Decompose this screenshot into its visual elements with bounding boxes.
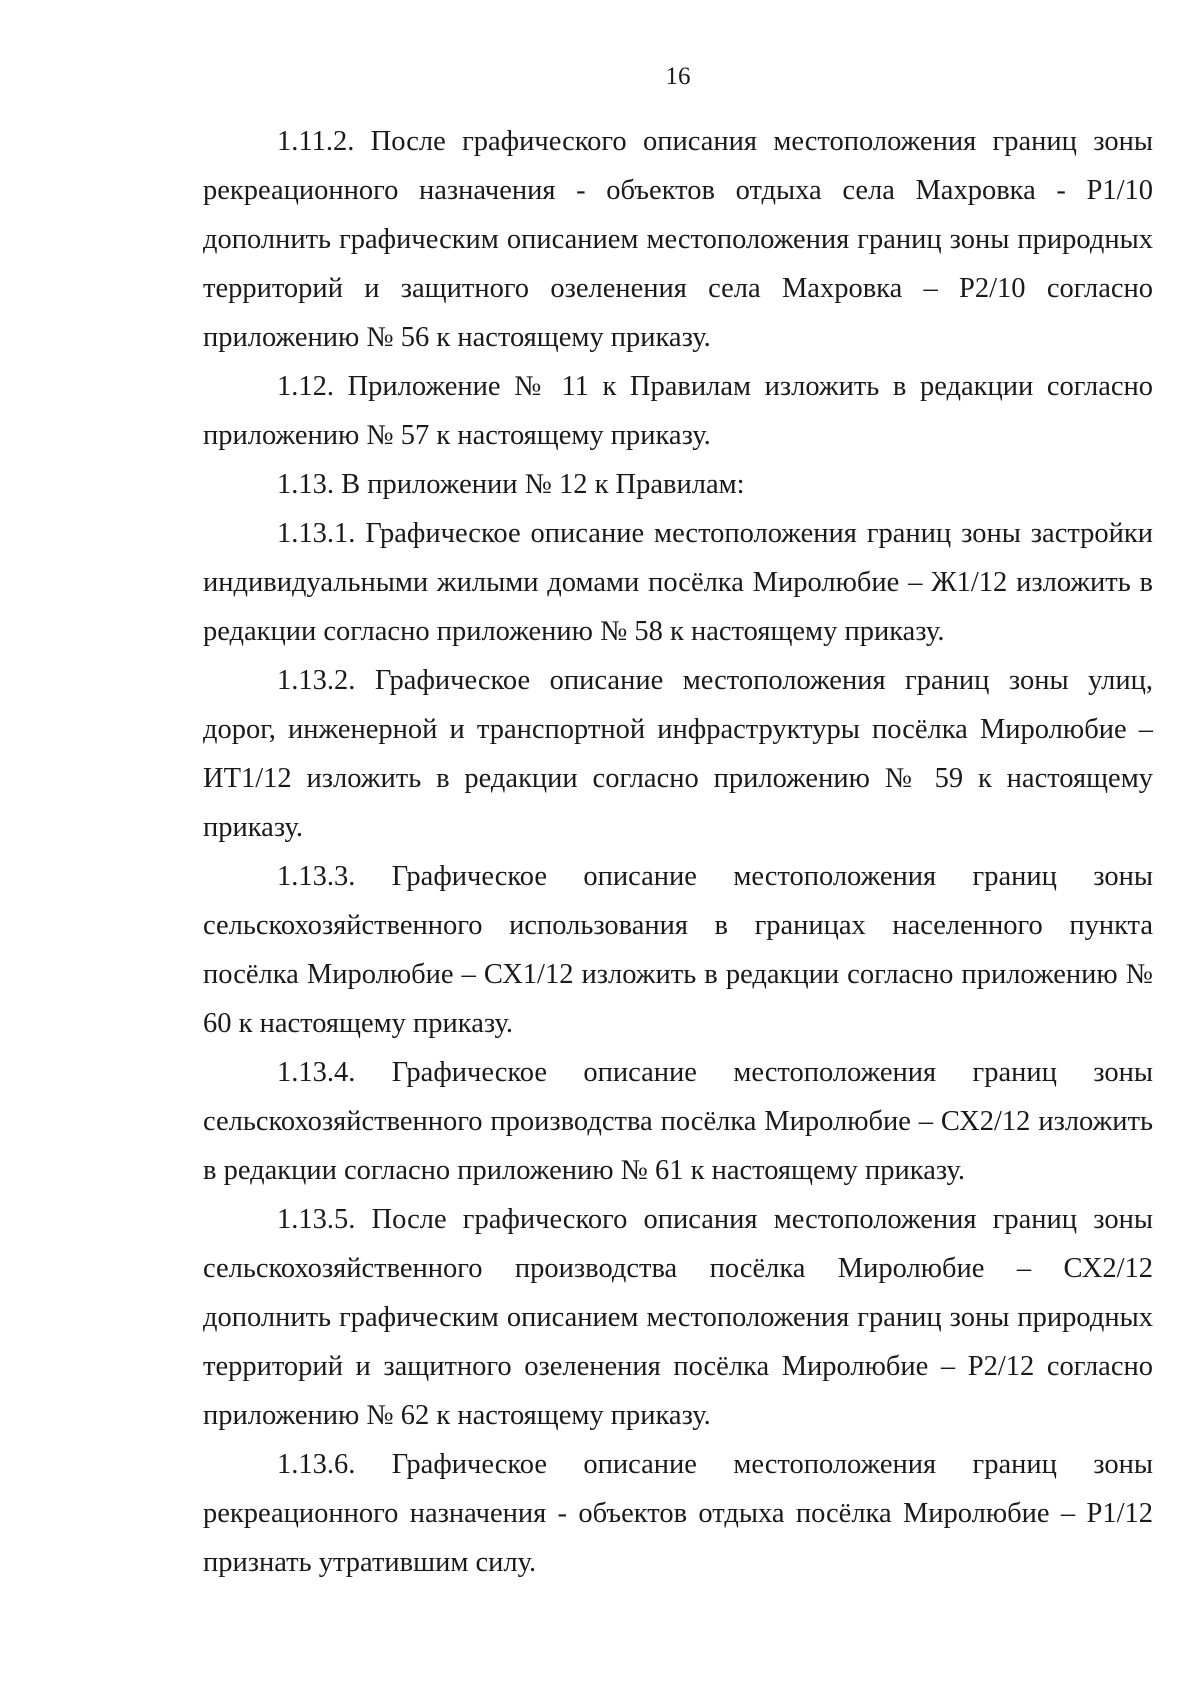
- paragraph-1-13: 1.13. В приложении № 12 к Правилам:: [277, 469, 745, 500]
- paragraph-1-13-5: 1.13.5. После графического описания местоположения границ зоны сельскохозяйственного производства посёлка Миролюбие – СХ2/12 дополнить графическим описанием местоположения границ зоны природных территорий и защитного озеленения посёлка Миролюбие – Р2/12 согласно приложению № 62 к настоящему приказу.: [203, 1204, 1153, 1431]
- paragraph-1-12: 1.12. Приложение № 11 к Правилам изложить в редакции согласно приложению № 57 к настоящему приказу.: [203, 371, 1153, 451]
- document-page: [203, 0, 1153, 1703]
- paragraph-1-13-4: 1.13.4. Графическое описание местоположения границ зоны сельскохозяйственного производства посёлка Миролюбие – СХ2/12 изложить в редакции согласно приложению № 61 к настоящему приказу.: [203, 1057, 1153, 1186]
- page-number: 16: [665, 63, 691, 90]
- paragraph-1-13-1: 1.13.1. Графическое описание местоположения границ зоны застройки индивидуальными жилыми домами посёлка Миролюбие – Ж1/12 изложить в редакции согласно приложению № 58 к настоящему приказу.: [203, 518, 1153, 647]
- paragraph-1-13-6: 1.13.6. Графическое описание местоположения границ зоны рекреационного назначения - объектов отдыха посёлка Миролюбие – Р1/12 признать утратившим силу.: [203, 1449, 1153, 1578]
- paragraph-1-13-2: 1.13.2. Графическое описание местоположения границ зоны улиц, дорог, инженерной и транспортной инфраструктуры посёлка Миролюбие – ИТ1/12 изложить в редакции согласно приложению № 59 к настоящему приказу.: [203, 665, 1153, 843]
- paragraph-1-13-3: 1.13.3. Графическое описание местоположения границ зоны сельскохозяйственного использования в границах населенного пункта посёлка Миролюбие – СХ1/12 изложить в редакции согласно приложению № 60 к настоящему приказу.: [203, 861, 1153, 1039]
- paragraph-1-11-2: 1.11.2. После графического описания местоположения границ зоны рекреационного назначения - объектов отдыха села Махровка - Р1/10 дополнить графическим описанием местоположения границ зоны природных территорий и защитного озеленения села Махровка – Р2/10 согласно приложению № 56 к настоящему приказу.: [203, 126, 1153, 353]
- document-body: [203, 117, 1153, 1587]
